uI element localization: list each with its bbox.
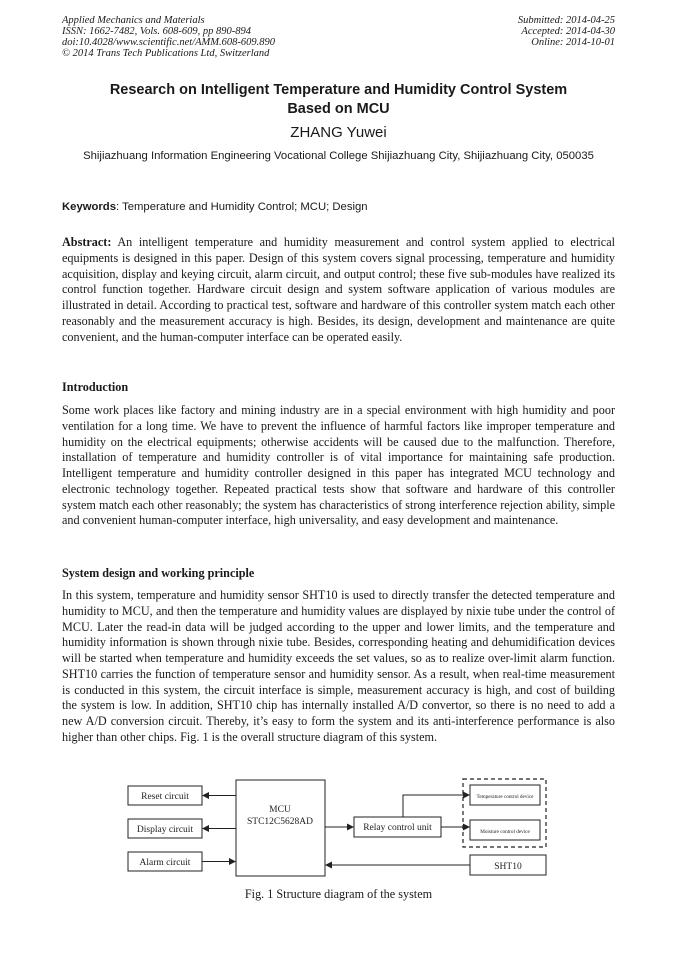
paper-title [62,81,615,119]
display-circuit-label: Display circuit [136,825,194,835]
system-design-heading: System design and working principle [62,566,255,580]
journal-name: Applied Mechanics and Materials [62,15,205,26]
keywords-label: Keywords [62,201,116,213]
system-design-text: In this system, temperature and humidity sensor SHT10 is used to directly transfer the detected temperature and humidity to MCU, and then the temperature and humidity values are displayed by nixie tube under the control of MCU. Later the read-in data will be judged according to the upper and lower limits, and the temperature and humidity information is shown through nixie tube. Besides, corresponding heating and dehumidification devices will be started when temperature and humidity exceeds the set values, so as to realize over-limit alarm function. SHT10 carries the function of temperature sensor and humidity sensor. As a result, when real-time measurement is conducted in this system, the circuit interface is simple, measurement accuracy is high, and cost of building the system is low. In addition, SHT10 chip has internally installed A/D convertor, so there is no need to add a new A/D conversion circuit. Thereby, it’s easy to form the system and its anti-interference performance is also higher than other chips. Fig. 1 is the overall structure diagram of this system. [62,588,615,744]
abstract [62,235,615,345]
arrow-relay-temperature [403,795,469,817]
mcu-box [236,780,325,876]
affiliation: Shijiazhuang Information Engineering Vocational College Shijiazhuang City, Shijiazhuang City, 050035 [83,150,594,162]
sht10-sensor-label: SHT10 [494,862,522,872]
structure-diagram [0,776,678,886]
title-line-1: Research on Intelligent Temperature and Humidity Control System [109,82,568,98]
abstract-label: Abstract: [62,235,112,249]
introduction-heading: Introduction [62,380,129,394]
device-group-dashed [463,779,546,847]
moisture-device-label: Moisture control device [480,829,530,835]
keywords [62,200,615,214]
mcu-label: MCU [269,805,291,815]
introduction-text: Some work places like factory and mining industry are in a special environment with high humidity and poor ventilation for a long time. We have to prevent the influence of harmful factors like improper temperature and humidity on the electrical equipments; otherwise accidents will be caused due to the malfunction. Therefore, installation of temperature and humidity controller is of vital importance for maintaining safe production. Intelligent temperature and humidity controller designed in this paper has integrated MCU technology and electronic technology together. Repeated practical tests show that software and hardware of this controller system match each other reasonably; the system has characteristics of strong interference rejection ability, simple and convenient human-computer interface, high universality, and easy development and maintenance. [62,403,615,528]
submitted-date: Submitted: 2014-04-25 [517,15,615,26]
copyright: © 2014 Trans Tech Publications Ltd, Switzerland [62,48,270,59]
issn: ISSN: 1662-7482, Vols. 608-609, pp 890-894 [62,26,251,37]
keywords-text: : Temperature and Humidity Control; MCU; Design [116,201,368,213]
figure-caption: Fig. 1 Structure diagram of the system [244,887,433,901]
abstract-text: An intelligent temperature and humidity measurement and control system applied to electrical equipments is designed in this paper. Design of this system covers signal processing, temperature and humidity acquisition, display and keying circuit, alarm circuit, and output control; these five sub-modules have realized its control function together. Hardware circuit design and system software application of various modules are illustrated in detail. According to practical test, software and hardware of this controller system match each other reasonably and the measurement accuracy is high. Besides, its design, development and maintenance are quite convenient, and the human-computer interface can be operated easily. [62,235,615,344]
relay-control-label: Relay control unit [363,823,432,833]
online-date: Online: 2014-10-01 [531,37,615,48]
journal-header-right [518,15,615,48]
title-line-2: Based on MCU [287,101,390,117]
reset-circuit-label: Reset circuit [141,792,189,802]
alarm-circuit-label: Alarm circuit [139,858,191,868]
journal-header-left [62,15,275,59]
temperature-device-label: Temperature control device [476,794,534,800]
mcu-model-label: STC12C5628AD [247,817,313,827]
doi: doi:10.4028/www.scientific.net/AMM.608-609.890 [62,37,275,48]
accepted-date: Accepted: 2014-04-30 [521,26,615,37]
author: ZHANG Yuwei [290,124,387,141]
